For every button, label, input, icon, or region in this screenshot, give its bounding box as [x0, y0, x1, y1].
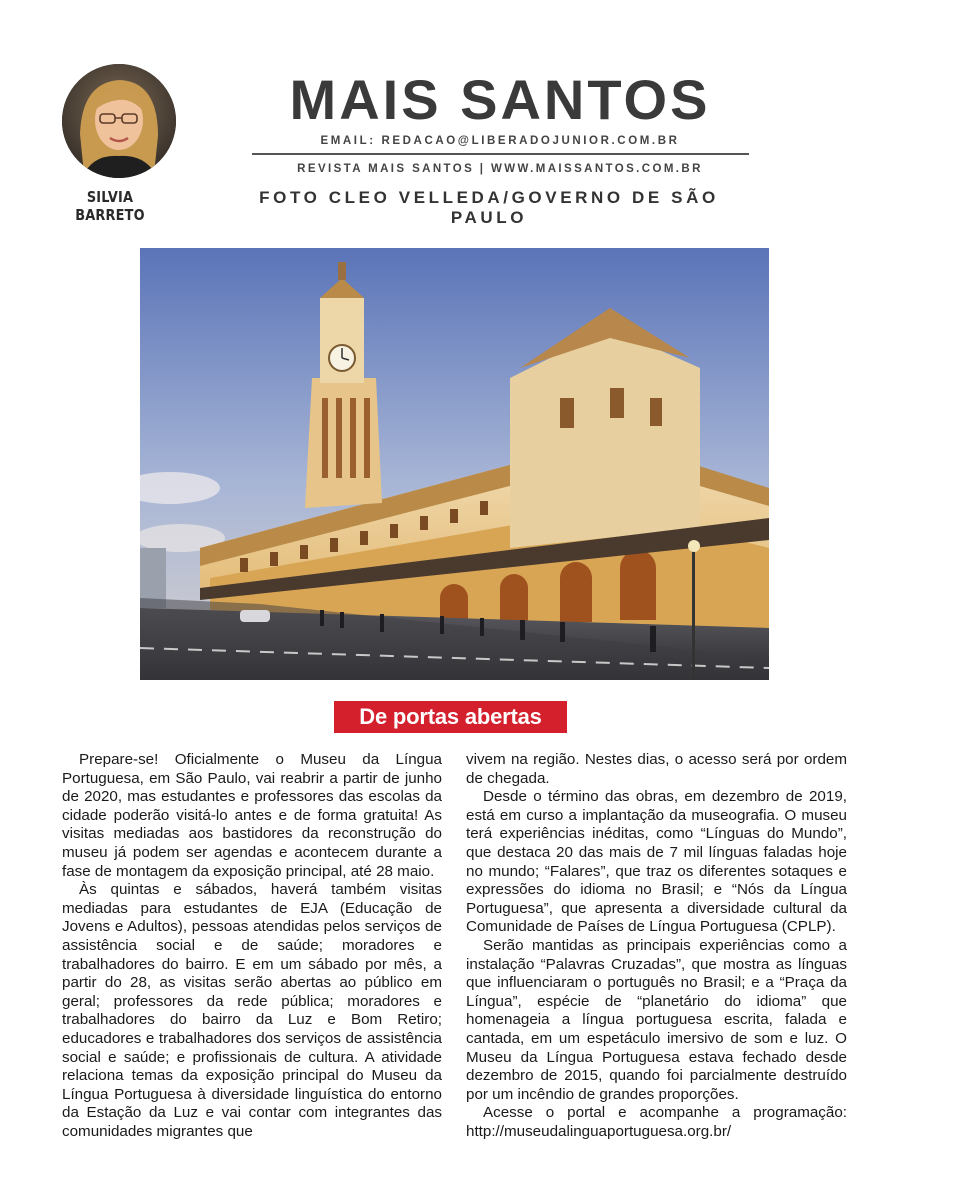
- author-portrait-image: [62, 64, 176, 178]
- paragraph: Às quintas e sábados, haverá também visitas mediadas para estudantes de EJA (Educação de Jovens e Adultos), pessoas atendidas pelos serviços de assistência social e de saúde; moradores e trabalhadores do bairro. E em um sábado por mês, a partir do 28, as visitas serão abertas ao público em geral; professores da rede pública; moradores e trabalhadores do bairro da Luz e Bom Retiro; educadores e trabalhadores dos serviços de assistência social e saúde; e profissionais de cultura. A atividade relaciona temas da exposição principal do Museu da Língua Portuguesa à diversidade linguística do entorno da Estação da Luz e vai contar com integrantes das comunidades migrantes que: [62, 881, 442, 1140]
- header-divider: [252, 153, 749, 155]
- masthead-title: MAIS SANTOS: [289, 68, 711, 131]
- paragraph: Desde o término das obras, em dezembro de 2019, está em curso a implantação da museografia. O museu terá experiências inéditas, como “Línguas do Mundo”, que destaca 20 das mais de 7 mil línguas faladas hoje no mundo; “Falares”, que traz os diferentes sotaques e expressões do idioma no Brasil; e “Nós da Língua Portuguesa”, que apresenta a diversidade cultural da Comunidade de Países de Língua Portuguesa (CPLP).: [466, 788, 847, 936]
- photo-credit: FOTO CLEO VELLEDA/GOVERNO DE SÃO PAULO: [259, 188, 719, 227]
- email-line: EMAIL: REDACAO@LIBERADOJUNIOR.COM.BR: [320, 135, 680, 147]
- station-photo: [140, 248, 769, 680]
- article-column-2: [466, 751, 847, 1141]
- paragraph-continuation: vivem na região. Nestes dias, o acesso será por ordem de chegada.: [466, 751, 847, 787]
- paragraph: Acesse o portal e acompanhe a programação: http://museudalinguaportuguesa.org.br/: [466, 1104, 847, 1140]
- paragraph: Serão mantidas as principais experiências como a instalação “Palavras Cruzadas”, que mostra as línguas que influenciaram o português no Brasil; e a “Praça da Língua”, espécie de “planetário do idioma” que homenageia a língua portuguesa escrita, falada e cantada, em um espetáculo imersivo de som e luz. O Museu da Língua Portuguesa estava fechado desde dezembro de 2015, quando foi parcialmente destruído por um incêndio de grandes proporções.: [466, 936, 847, 1103]
- article-column-1: [62, 751, 442, 1141]
- paragraph: Prepare-se! Oficialmente o Museu da Língua Portuguesa, em São Paulo, vai reabrir a partir de junho de 2020, mas estudantes e professores das escolas da cidade poderão visitá-lo antes e de forma gratuita! As visitas mediadas aos bastidores da reconstrução do museu já podem ser agendas e acontecem durante a fase de montagem da exposição principal, até 28 maio.: [62, 751, 442, 880]
- author-name: SILVIA BARRETO: [75, 188, 145, 224]
- revista-line: REVISTA MAIS SANTOS | WWW.MAISSANTOS.COM.BR: [297, 163, 703, 175]
- section-title: De portas abertas: [334, 701, 567, 733]
- author-avatar: [62, 64, 176, 178]
